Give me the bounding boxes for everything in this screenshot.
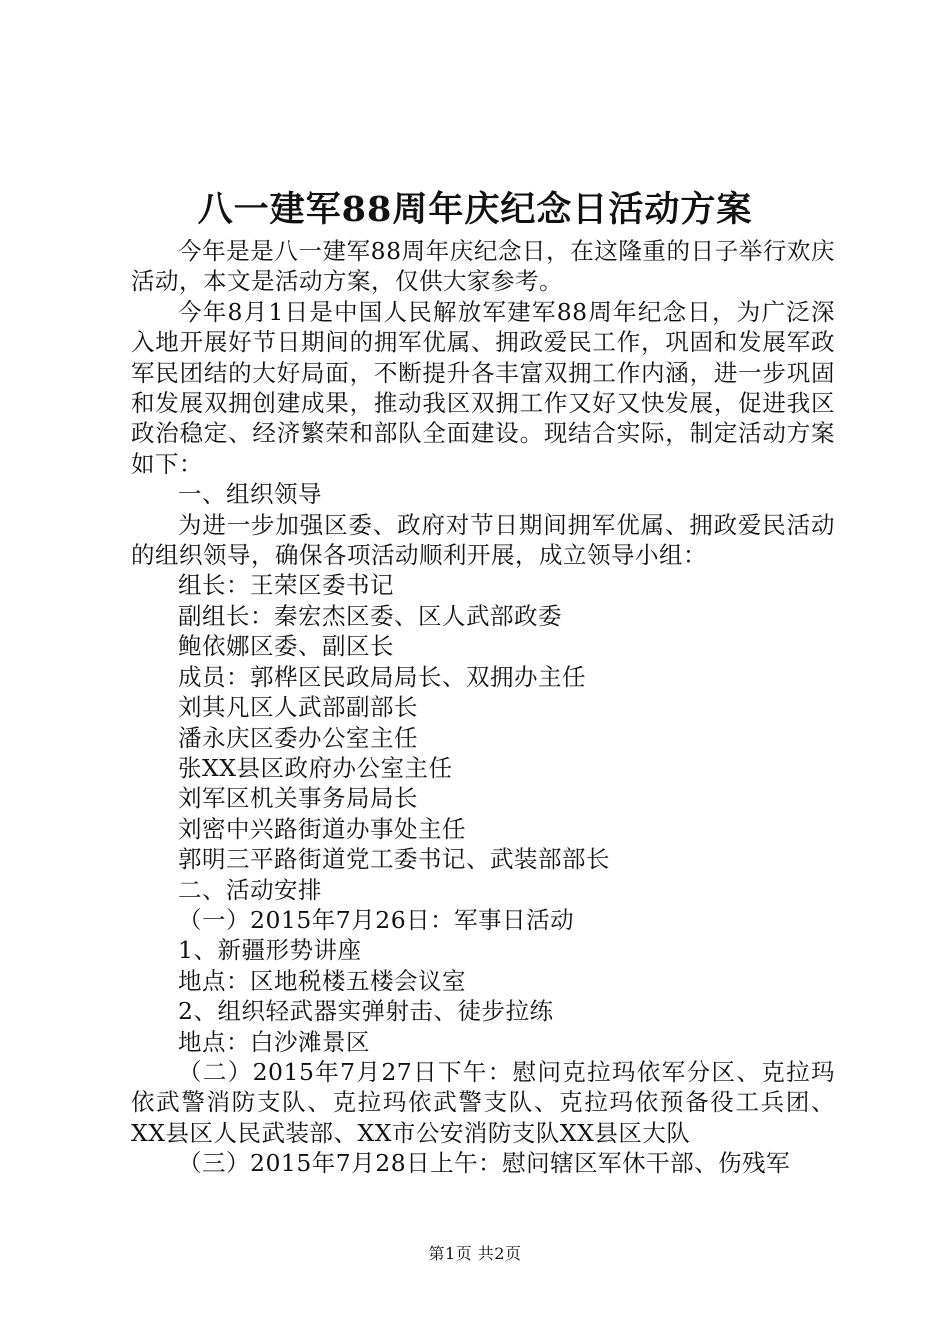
paragraph-background: 今年8月1日是中国人民解放军建军88周年纪念日，为广泛深入地开展好节日期间的拥军优属、拥政爱民工作，巩固和发展军政军民团结的大好局面，不断提升各丰富双拥工作内涵，进一步巩固和发展双拥创建成果，推动我区双拥工作又好又快发展，促进我区政治稳定、经济繁荣和部队全面建设。现结合实际，制定活动方案如下： (131, 297, 835, 478)
page-footer: 第1页 共2页 (428, 1244, 522, 1263)
schedule-item: （二）2015年7月27日下午：慰问克拉玛依军分区、克拉玛依武警消防支队、克拉玛依武警支队、克拉玛依预备役工兵团、XX县区人民武装部、XX市公安消防支队XX县区大队 (131, 1057, 835, 1147)
schedule-item: 1、新疆形势讲座 (178, 936, 362, 965)
list-item: 刘密中兴路街道办事处主任 (178, 814, 466, 843)
paragraph-leadership: 为进一步加强区委、政府对节日期间拥军优属、拥政爱民活动的组织领导，确保各项活动顺利开展，成立领导小组： (131, 510, 835, 570)
list-item: 郭明三平路街道党工委书记、武装部部长 (178, 845, 610, 874)
list-item: 副组长：秦宏杰区委、区人武部政委 (178, 601, 562, 630)
schedule-item: 2、组织轻武器实弹射击、徒步拉练 (178, 997, 554, 1026)
schedule-item: （三）2015年7月28日上午：慰问辖区军休干部、伤残军 (178, 1149, 791, 1178)
list-item: 刘军区机关事务局局长 (178, 784, 418, 813)
list-item: 成员：郭桦区民政局局长、双拥办主任 (178, 662, 586, 691)
list-item: 潘永庆区委办公室主任 (178, 723, 418, 752)
list-item: 组长：王荣区委书记 (178, 571, 394, 600)
section-heading: 二、活动安排 (178, 875, 322, 904)
list-item: 鲍依娜区委、副区长 (178, 632, 394, 661)
section-heading: 一、组织领导 (178, 480, 322, 509)
document-body (131, 236, 835, 1179)
paragraph-intro: 今年是是八一建军88周年庆纪念日，在这隆重的日子举行欢庆活动，本文是活动方案，仅供大家参考。 (131, 237, 835, 296)
schedule-item: 地点：白沙滩景区 (178, 1027, 370, 1056)
list-item: 刘其凡区人武部副部长 (178, 693, 418, 722)
document-title: 八一建军88周年庆纪念日活动方案 (197, 189, 753, 230)
schedule-item: 地点：区地税楼五楼会议室 (178, 966, 466, 995)
schedule-item: （一）2015年7月26日：军事日活动 (178, 905, 575, 934)
list-item: 张XX县区政府办公室主任 (178, 753, 453, 782)
